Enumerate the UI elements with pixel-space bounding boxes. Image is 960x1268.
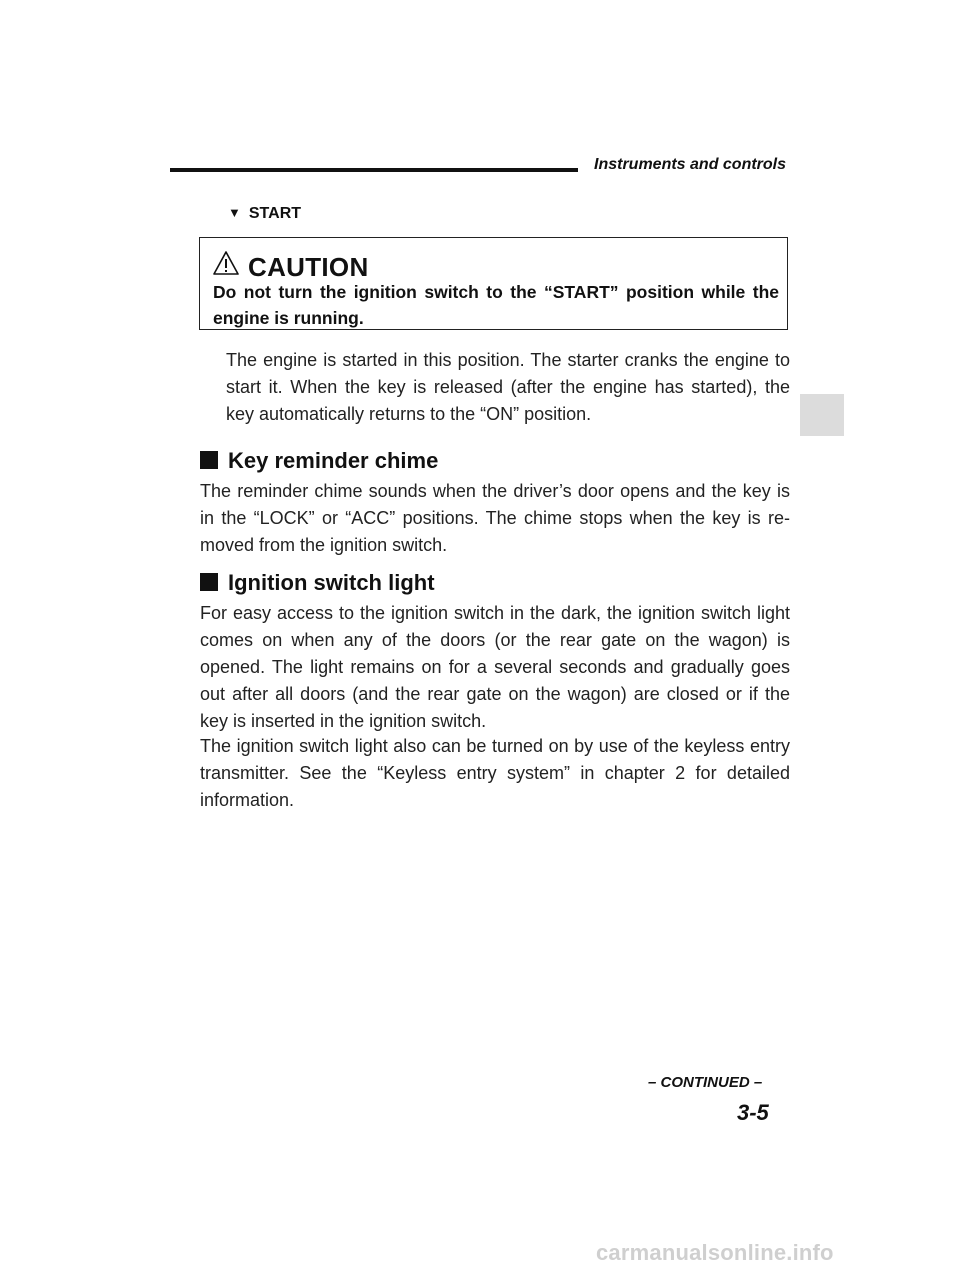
chapter-tab: [800, 394, 844, 436]
section-title: Instruments and controls: [594, 156, 787, 173]
ignition-light-paragraph-1: For easy access to the ignition switch in the dark, the ignition switch light comes on when any of the doors (or the rear gate on the wagon) is opened. The light remains on for a several seconds and gradually goes out after all doors (and the rear gate on the wagon) are closed or if the key is inserted in the ignition switch.: [200, 603, 790, 731]
square-bullet-icon: [200, 451, 218, 469]
triangle-down-icon: ▼: [228, 205, 241, 220]
warning-triangle-icon: [212, 250, 240, 276]
section-heading-ignition-light: [200, 570, 435, 596]
caution-text: Do not turn the ignition switch to the “START” position while the engine is running.: [213, 282, 779, 328]
start-heading: [228, 205, 301, 223]
key-reminder-paragraph: The reminder chime sounds when the driver’s door opens and the key is in the “LOCK” or “ACC” positions. The chime stops when the key is re-moved from the ignition switch.: [200, 481, 790, 555]
caution-title: CAUTION: [248, 252, 369, 282]
continued-label: – CONTINUED –: [648, 1074, 763, 1091]
watermark: carmanualsonline.info: [596, 1240, 834, 1265]
square-bullet-icon: [200, 573, 218, 591]
section-heading-key-reminder: [200, 448, 438, 474]
start-paragraph: The engine is started in this position. The starter cranks the engine to start it. When the key is released (after the engine has started), the key automatically returns to the “ON” position.: [226, 350, 790, 424]
caution-box: [199, 237, 788, 330]
start-heading-label: START: [248, 205, 302, 222]
ignition-light-paragraph-2: The ignition switch light also can be turned on by use of the keyless entry transmitter. See the “Keyless entry system” in chapter 2 for detailed information.: [200, 736, 790, 810]
header-rule: [170, 168, 578, 172]
page-number: 3-5: [737, 1100, 769, 1125]
section-heading-label: Key reminder chime: [228, 448, 439, 473]
section-heading-label: Ignition switch light: [228, 570, 435, 595]
